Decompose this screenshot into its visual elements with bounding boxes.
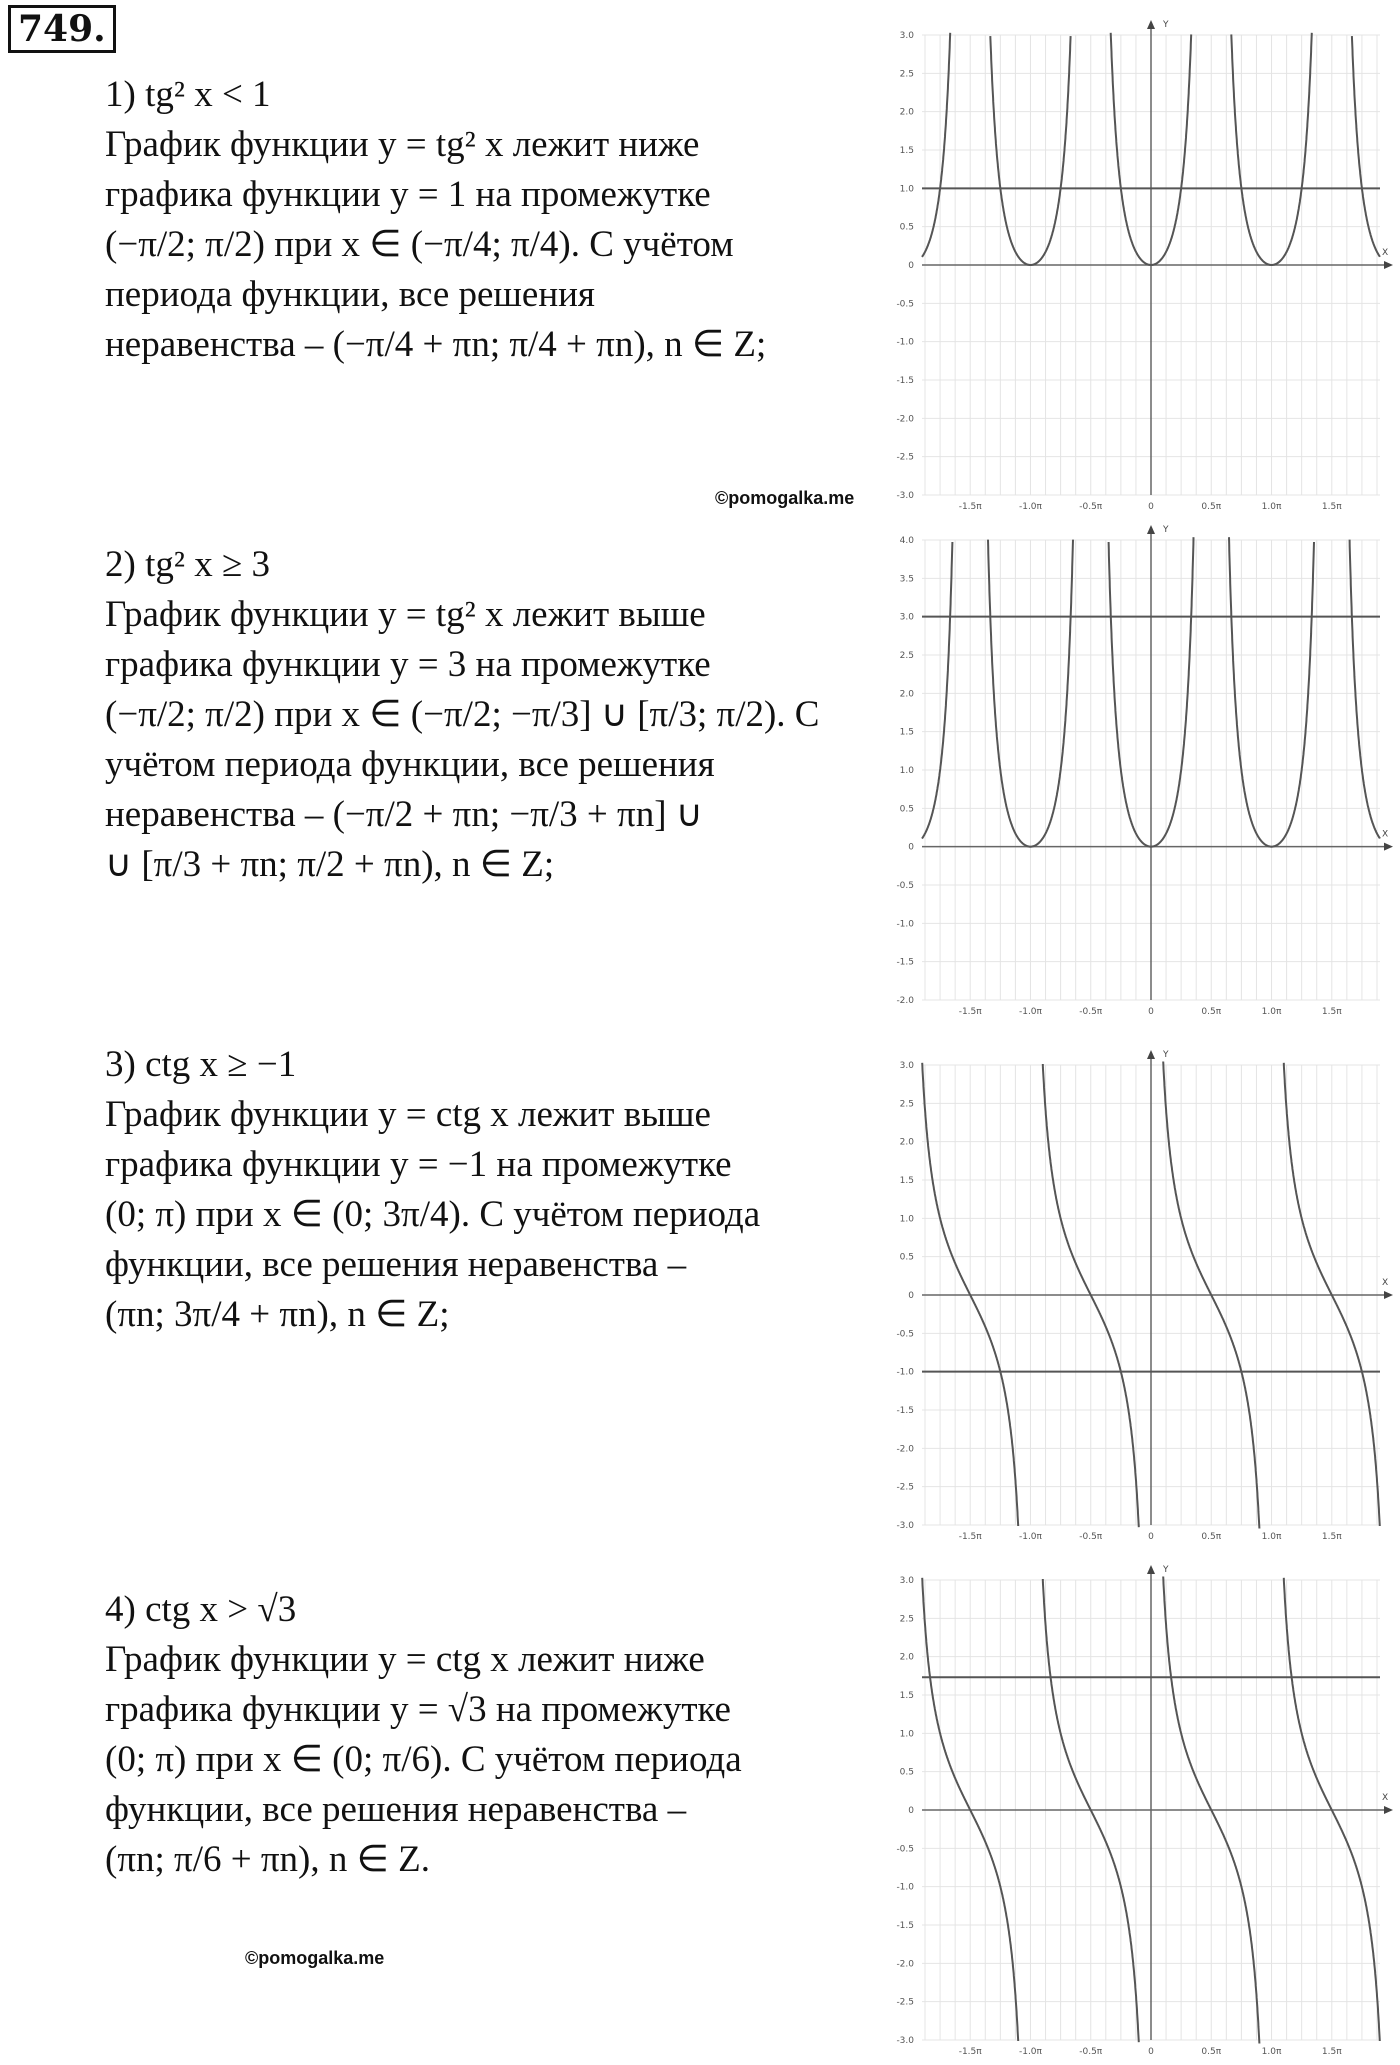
x-tick-label: -1.0π: [1018, 1007, 1042, 1017]
y-tick-label: -1.0: [896, 1367, 914, 1378]
y-tick-label: 2.0: [899, 107, 914, 118]
solution-1-line: периода функции, все решения: [105, 274, 595, 315]
y-tick-label: -2.5: [896, 1997, 914, 2008]
y-tick-label: 1.0: [899, 766, 914, 776]
y-axis-arrow: [1147, 1050, 1155, 1059]
x-tick-label: -1.5π: [958, 502, 982, 512]
y-tick-label: -3.0: [896, 2036, 914, 2046]
x-tick-label: -1.5π: [958, 2047, 982, 2057]
solution-2-line: График функции y = tg² x лежит выше: [105, 594, 706, 635]
y-tick-label: -1.5: [896, 376, 914, 386]
x-tick-label: 0.5π: [1201, 1007, 1222, 1017]
y-tick-label: -3.0: [896, 1521, 914, 1531]
y-tick-label: -0.5: [896, 881, 914, 891]
x-tick-label: -1.5π: [958, 1532, 982, 1542]
x-tick-label: 0: [1148, 502, 1154, 512]
x-axis-arrow: [1384, 843, 1393, 851]
y-tick-label: 2.5: [899, 1614, 914, 1625]
x-tick-label: 0: [1148, 2047, 1154, 2057]
y-axis-label: Y: [1163, 20, 1169, 30]
graph-tg-squared-3: [880, 520, 1395, 1020]
function-curve: [922, 33, 950, 257]
x-tick-label: 1.5π: [1321, 502, 1342, 512]
x-tick-label: 0.5π: [1201, 1532, 1222, 1542]
solution-1-line: графика функции y = 1 на промежутке: [105, 174, 711, 215]
y-tick-label: -0.5: [896, 1329, 914, 1340]
y-tick-label: -1.0: [896, 1882, 914, 1893]
y-tick-label: 1.5: [899, 1691, 914, 1701]
y-axis-label: Y: [1163, 1565, 1169, 1575]
solution-2: [105, 540, 865, 890]
x-tick-label: -1.0π: [1018, 502, 1042, 512]
x-tick-label: -0.5π: [1079, 2047, 1103, 2057]
solution-3-line: графика функции y = −1 на промежутке: [105, 1144, 732, 1185]
solution-2-line: учётом периода функции, все решения: [105, 744, 715, 785]
x-tick-label: 1.0π: [1261, 502, 1282, 512]
watermark: ©pomogalka.me: [245, 1948, 385, 1968]
y-tick-label: 1.0: [899, 1729, 914, 1740]
solution-2-line: 2) tg² x ≥ 3: [105, 544, 271, 585]
y-tick-label: 2.5: [899, 69, 914, 80]
x-tick-label: 0.5π: [1201, 502, 1222, 512]
solution-1-line: 1) tg² x < 1: [105, 74, 271, 115]
y-tick-label: 0.5: [899, 804, 914, 815]
x-tick-label: -1.0π: [1018, 2047, 1042, 2057]
y-tick-label: 0.5: [899, 1767, 914, 1778]
solution-4-line: функции, все решения неравенства –: [105, 1789, 687, 1830]
y-tick-label: 3.5: [899, 574, 914, 585]
x-tick-label: 1.0π: [1261, 1532, 1282, 1542]
y-tick-label: -1.0: [896, 337, 914, 348]
y-tick-label: -0.5: [896, 1844, 914, 1855]
y-tick-label: -0.5: [896, 299, 914, 310]
y-tick-label: -2.0: [896, 1444, 914, 1455]
y-tick-label: 4.0: [899, 536, 914, 546]
x-tick-label: 0: [1148, 1532, 1154, 1542]
y-tick-label: 2.5: [899, 651, 914, 661]
solution-1-line: (−π/2; π/2) при x ∈ (−π/4; π/4). С учётом: [105, 224, 734, 265]
solution-4-line: График функции y = ctg x лежит ниже: [105, 1639, 705, 1680]
y-tick-label: 0: [908, 1291, 914, 1301]
x-axis-arrow: [1384, 1806, 1393, 1814]
x-tick-label: -0.5π: [1079, 1532, 1103, 1542]
y-tick-label: 0: [908, 842, 914, 853]
y-tick-label: 2.5: [899, 1099, 914, 1110]
x-tick-label: 0: [1148, 1007, 1154, 1017]
y-tick-label: 3.0: [899, 1061, 914, 1071]
x-tick-label: 1.0π: [1261, 1007, 1282, 1017]
solution-1: [105, 70, 865, 370]
y-tick-label: 3.0: [899, 1576, 914, 1586]
solution-2-line: неравенства – (−π/2 + πn; −π/3 + πn] ∪: [105, 794, 703, 835]
graph-ctg-minus1: [880, 1045, 1395, 1545]
x-tick-label: 0.5π: [1201, 2047, 1222, 2057]
y-tick-label: -1.0: [896, 919, 914, 930]
solution-4-line: (0; π) при x ∈ (0; π/6). С учётом периода: [105, 1739, 742, 1780]
x-tick-label: -0.5π: [1079, 502, 1103, 512]
y-tick-label: -2.0: [896, 996, 914, 1006]
solution-2-line: графика функции y = 3 на промежутке: [105, 644, 711, 685]
solution-3-line: 3) ctg x ≥ −1: [105, 1044, 297, 1085]
y-axis-label: Y: [1163, 525, 1169, 535]
solution-4-line: (πn; π/6 + πn), n ∈ Z.: [105, 1839, 430, 1880]
y-tick-label: 0: [908, 261, 914, 271]
y-tick-label: 3.0: [899, 31, 914, 41]
solution-2-line: (−π/2; π/2) при x ∈ (−π/2; −π/3] ∪ [π/3; π/2). С: [105, 694, 820, 735]
watermark: ©pomogalka.me: [715, 488, 855, 508]
y-tick-label: 1.5: [899, 1176, 914, 1186]
y-tick-label: 1.0: [899, 184, 914, 195]
solution-1-line: График функции y = tg² x лежит ниже: [105, 124, 700, 165]
y-tick-label: -2.0: [896, 414, 914, 425]
y-tick-label: 2.0: [899, 1652, 914, 1663]
y-tick-label: 1.5: [899, 727, 914, 738]
x-tick-label: 1.5π: [1321, 1007, 1342, 1017]
solution-2-line: ∪ [π/3 + πn; π/2 + πn), n ∈ Z;: [105, 844, 555, 885]
x-tick-label: -0.5π: [1079, 1007, 1103, 1017]
solution-4-line: графика функции y = √3 на промежутке: [105, 1689, 731, 1730]
graph-ctg-sqrt3: [880, 1560, 1395, 2060]
y-tick-label: 0.5: [899, 1252, 914, 1263]
solution-3-line: функции, все решения неравенства –: [105, 1244, 687, 1285]
x-tick-label: 1.0π: [1261, 2047, 1282, 2057]
graph-tg-squared-1: [880, 15, 1395, 515]
y-tick-label: 0: [908, 1806, 914, 1816]
y-tick-label: -1.5: [896, 1406, 914, 1416]
x-axis-label: X: [1382, 829, 1389, 840]
x-tick-label: 1.5π: [1321, 1532, 1342, 1542]
solution-4: [105, 1585, 865, 1885]
y-tick-label: -2.5: [896, 452, 914, 463]
exercise-number: 749.: [8, 5, 116, 53]
y-tick-label: -2.0: [896, 1959, 914, 1970]
y-tick-label: -1.5: [896, 1921, 914, 1931]
y-tick-label: 1.0: [899, 1214, 914, 1225]
x-tick-label: -1.5π: [958, 1007, 982, 1017]
x-tick-label: -1.0π: [1018, 1532, 1042, 1542]
x-axis-label: X: [1382, 248, 1389, 258]
x-axis-arrow: [1384, 261, 1393, 269]
solution-3: [105, 1040, 865, 1340]
y-tick-label: 0.5: [899, 222, 914, 233]
x-tick-label: 1.5π: [1321, 2047, 1342, 2057]
solution-3-line: (0; π) при x ∈ (0; 3π/4). С учётом периода: [105, 1194, 761, 1235]
y-axis-label: Y: [1163, 1050, 1169, 1060]
y-axis-arrow: [1147, 1565, 1155, 1574]
y-tick-label: -3.0: [896, 491, 914, 501]
y-tick-label: 2.0: [899, 1137, 914, 1148]
solution-1-line: неравенства – (−π/4 + πn; π/4 + πn), n ∈ Z;: [105, 324, 767, 365]
x-axis-label: X: [1382, 1793, 1389, 1803]
y-tick-label: -1.5: [896, 957, 914, 968]
solution-4-line: 4) ctg x > √3: [105, 1589, 297, 1630]
y-axis-arrow: [1147, 525, 1155, 534]
function-curve: [922, 542, 952, 839]
solution-3-line: (πn; 3π/4 + πn), n ∈ Z;: [105, 1294, 450, 1335]
y-tick-label: 3.0: [899, 612, 914, 623]
solution-3-line: График функции y = ctg x лежит выше: [105, 1094, 711, 1135]
function-curve: [1352, 36, 1380, 257]
x-axis-label: X: [1382, 1278, 1389, 1288]
function-curve: [1350, 540, 1380, 839]
y-tick-label: 2.0: [899, 689, 914, 700]
y-tick-label: -2.5: [896, 1482, 914, 1493]
y-axis-arrow: [1147, 20, 1155, 29]
y-tick-label: 1.5: [899, 146, 914, 156]
x-axis-arrow: [1384, 1291, 1393, 1299]
